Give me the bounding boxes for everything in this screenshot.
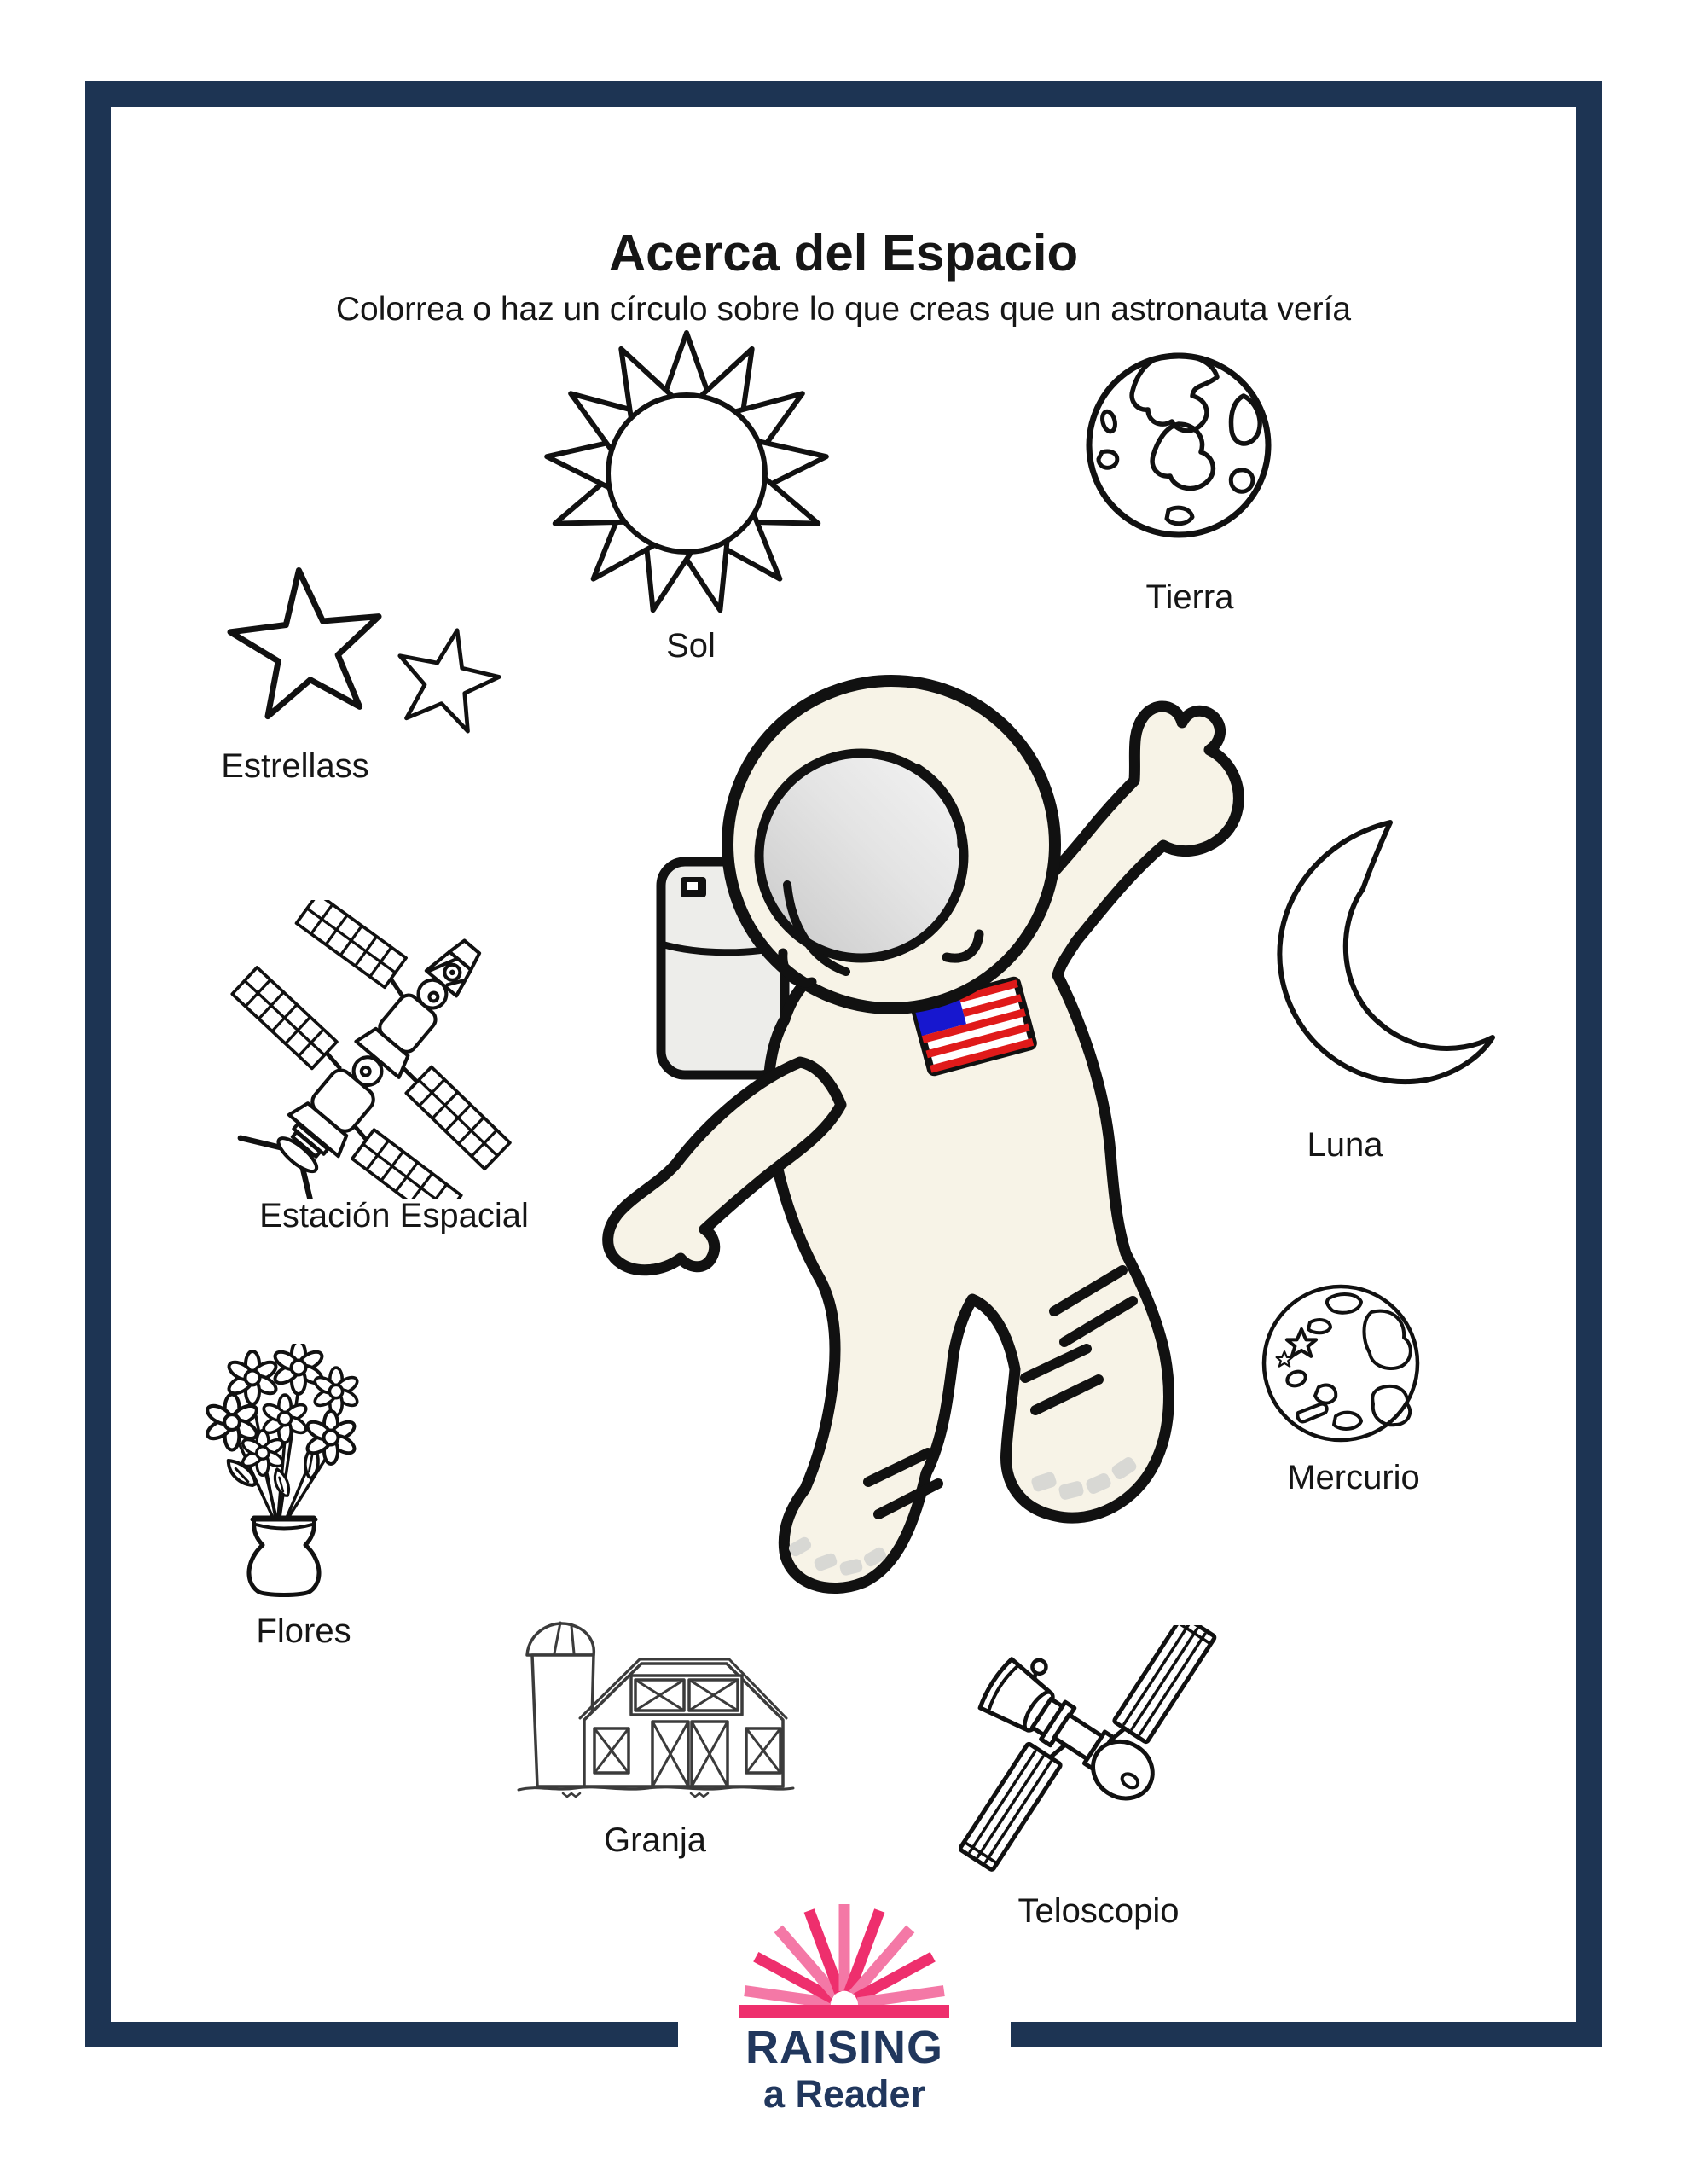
- space-station-icon: [230, 900, 537, 1199]
- label-estacion: Estación Espacial: [259, 1197, 529, 1234]
- mercury-icon: [1247, 1278, 1435, 1457]
- telescope-icon: [959, 1625, 1232, 1873]
- mercury-illustration: [1247, 1278, 1435, 1457]
- earth-illustration: [1076, 343, 1281, 552]
- label-granja: Granja: [603, 1821, 707, 1859]
- stars-icon: [209, 559, 516, 755]
- label-sol: Sol: [666, 627, 716, 665]
- logo-text-raising: RAISING: [745, 2022, 944, 2073]
- sun-illustration: [533, 324, 840, 636]
- space-station-illustration: [230, 900, 537, 1199]
- label-luna: Luna: [1307, 1126, 1383, 1164]
- barn-illustration: [512, 1611, 802, 1815]
- label-tierra: Tierra: [1145, 578, 1234, 616]
- barn-icon: [512, 1611, 802, 1815]
- telescope-illustration: [959, 1625, 1232, 1873]
- flowers-icon: [203, 1344, 365, 1600]
- label-mercurio: Mercurio: [1287, 1459, 1420, 1496]
- astronaut-icon: [580, 661, 1245, 1634]
- moon-icon: [1237, 810, 1527, 1105]
- earth-icon: [1076, 343, 1281, 552]
- logo-rays-icon: [716, 1896, 972, 2007]
- logo-text-a-reader: a Reader: [762, 2072, 926, 2116]
- label-estrellas: Estrellass: [221, 747, 369, 785]
- page-subtitle: Colorrea o haz un círculo sobre lo que creas que un astronauta vería: [335, 291, 1352, 328]
- astronaut-illustration: [580, 661, 1245, 1634]
- label-teloscopio: Teloscopio: [1017, 1892, 1180, 1930]
- stars-illustration: [209, 559, 516, 755]
- page-title: Acerca del Espacio: [608, 224, 1079, 282]
- moon-illustration: [1237, 810, 1527, 1105]
- flowers-illustration: [203, 1344, 365, 1600]
- raising-a-reader-logo: [678, 1896, 1011, 2145]
- logo-bar: [739, 2005, 949, 2018]
- sun-icon: [533, 324, 840, 636]
- label-flores: Flores: [256, 1612, 351, 1650]
